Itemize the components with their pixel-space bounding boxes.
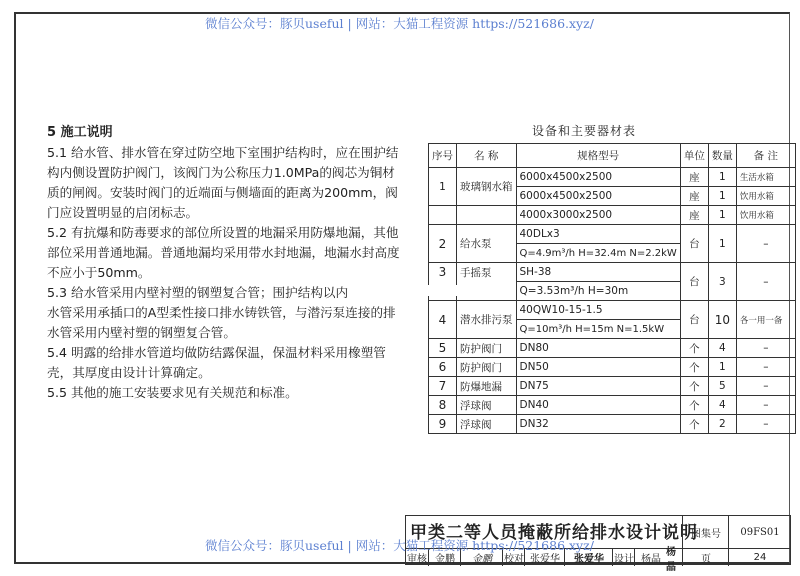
cell-unit: 台: [680, 225, 708, 263]
cell-name: 玻璃钢水箱: [457, 168, 517, 206]
cell-no: 3: [429, 263, 457, 301]
atlas-number: 09FS01: [728, 516, 791, 548]
cell-unit: 台: [680, 301, 708, 339]
cell-spec: 6000x4500x2500: [516, 168, 680, 187]
cell-name: 浮球阀: [457, 415, 517, 434]
cell-spec: Q=4.9m³/h H=32.4m N=2.2kW: [516, 244, 680, 263]
cell-no: 6: [429, 358, 457, 377]
table-row: [429, 377, 796, 396]
table-row: [429, 358, 796, 377]
cell-no: 4: [429, 301, 457, 339]
table-row: [429, 396, 796, 415]
construction-notes: [47, 123, 407, 403]
designer-signature: 杨晶: [666, 546, 676, 573]
cell-qty: 1: [708, 358, 736, 377]
note-5-3-cont: 水管采用承插口的A型柔性接口排水铸铁管，与潜污泵连接的排水管采用内壁衬塑的钢塑复合管。: [47, 305, 396, 340]
cell-spec: Q=10m³/h H=15m N=1.5kW: [516, 320, 680, 339]
cell-unit: 个: [680, 377, 708, 396]
cell-name: 浮球阀: [457, 396, 517, 415]
cell-note: –: [736, 225, 795, 263]
note-5-1: 5.1 给水管、排水管在穿过防空地下室围护结构时，应在围护结构内侧设置防护阀门，该阀门为公称压力1.0MPa的阀芯为铜材质的闸阀。安装时阀门的近端面与侧墙面的距离为200mm，阀门应设置明显的启闭标志。: [47, 145, 399, 220]
cell-unit: 座: [680, 206, 708, 225]
empty-cell: [429, 206, 457, 225]
reviewer: 金鹏: [428, 549, 461, 566]
note-5-5: 5.5 其他的施工安装要求见有关规范和标准。: [47, 385, 298, 400]
cell-name: 防爆地漏: [457, 377, 517, 396]
cell-no: 2: [429, 225, 457, 263]
cell-qty: 1: [708, 168, 736, 187]
cell-name: 给水泵: [457, 225, 517, 263]
table-header: [429, 144, 796, 168]
cell-name: 防护阀门: [457, 358, 517, 377]
header-unit: 单位: [680, 144, 708, 168]
cell-spec: 40QW10-15-1.5: [516, 301, 680, 320]
cell-spec: SH-38: [516, 263, 680, 282]
cell-spec: DN75: [516, 377, 680, 396]
table-row: [429, 301, 796, 320]
cell-unit: 个: [680, 358, 708, 377]
cell-qty: 4: [708, 396, 736, 415]
note-5-4: 5.4 明露的给排水管道均做防结露保温，保温材料采用橡塑管壳，其厚度由设计计算确定。: [47, 345, 386, 380]
cell-note: –: [736, 358, 795, 377]
page-label: 页: [682, 549, 729, 566]
cell-spec: Q=3.53m³/h H=30m: [516, 282, 680, 301]
cell-unit: 个: [680, 339, 708, 358]
designer: 杨晶: [634, 549, 667, 566]
atlas-label: 图集号: [682, 516, 729, 548]
cell-note: 饮用水箱: [736, 187, 795, 206]
cell-qty: 10: [708, 301, 736, 339]
cell-note: 生活水箱: [736, 168, 795, 187]
table-row: [429, 206, 796, 225]
cell-qty: 3: [708, 263, 736, 301]
torn-paper-patch: [418, 285, 508, 296]
cell-note: 各一用一备: [736, 301, 795, 339]
cell-unit: 个: [680, 396, 708, 415]
cell-no: 8: [429, 396, 457, 415]
cell-name: 潜水排污泵: [457, 301, 517, 339]
cell-no: 7: [429, 377, 457, 396]
cell-note: –: [736, 396, 795, 415]
watermark-bottom: 微信公众号：豚贝useful | 网站：大猫工程资源 https://521686.xyz/: [205, 538, 594, 553]
cell-spec: 40DLx3: [516, 225, 680, 244]
checker-signature: 张爱华: [564, 549, 613, 566]
header-name: 名 称: [457, 144, 517, 168]
design-label: 设计: [612, 549, 635, 566]
drawing-title: 甲类二等人员掩蔽所给排水设计说明: [410, 523, 698, 543]
reviewer-signature: 金鹏: [460, 549, 503, 566]
cell-no: 1: [429, 168, 457, 206]
cell-no: 5: [429, 339, 457, 358]
review-label: 审核: [407, 554, 427, 565]
cell-spec: DN50: [516, 358, 680, 377]
cell-spec: 6000x4500x2500: [516, 187, 680, 206]
cell-spec: DN40: [516, 396, 680, 415]
table-row: [429, 415, 796, 434]
cell-note: 饮用水箱: [736, 206, 795, 225]
cell-unit: 个: [680, 415, 708, 434]
table-row: [429, 263, 796, 282]
notes-heading: 5 施工说明: [47, 125, 113, 140]
watermark-top: 微信公众号：豚贝useful | 网站：大猫工程资源 https://521686.xyz/: [205, 16, 594, 31]
cell-qty: 1: [708, 206, 736, 225]
table-row: [429, 339, 796, 358]
header-note: 备 注: [736, 144, 795, 168]
cell-note: –: [736, 339, 795, 358]
cell-spec: DN32: [516, 415, 680, 434]
page-number: 24: [728, 549, 791, 566]
cell-unit: 台: [680, 263, 708, 301]
header-qty: 数量: [708, 144, 736, 168]
cell-qty: 4: [708, 339, 736, 358]
note-5-3: 5.3 给水管采用内壁衬塑的钢塑复合管；围护结构以内: [47, 285, 349, 300]
table-body-simple-rows: [429, 339, 796, 434]
note-5-2: 5.2 有抗爆和防毒要求的部位所设置的地漏采用防爆地漏，其他部位采用普通地漏。普通地漏均采用带水封地漏，地漏水封高度不应小于50mm。: [47, 225, 400, 280]
cell-note: –: [736, 263, 795, 301]
cell-unit: 座: [680, 168, 708, 187]
check-label: 校对: [502, 549, 525, 566]
cell-note: –: [736, 377, 795, 396]
cell-qty: 2: [708, 415, 736, 434]
table-title: 设备和主要器材表: [532, 124, 637, 138]
checker: 张爱华: [524, 549, 565, 566]
cell-qty: 1: [708, 225, 736, 263]
cell-note: –: [736, 415, 795, 434]
cell-name: 手摇泵: [457, 263, 517, 301]
cell-spec: 4000x3000x2500: [516, 206, 680, 225]
cell-spec: DN80: [516, 339, 680, 358]
header-no: 序号: [429, 144, 457, 168]
empty-cell: [457, 206, 517, 225]
table-row: [429, 225, 796, 244]
table-row: [429, 168, 796, 187]
cell-no: 9: [429, 415, 457, 434]
cell-unit: 座: [680, 187, 708, 206]
cell-name: 防护阀门: [457, 339, 517, 358]
cell-qty: 1: [708, 187, 736, 206]
cell-qty: 5: [708, 377, 736, 396]
header-spec: 规格型号: [516, 144, 680, 168]
